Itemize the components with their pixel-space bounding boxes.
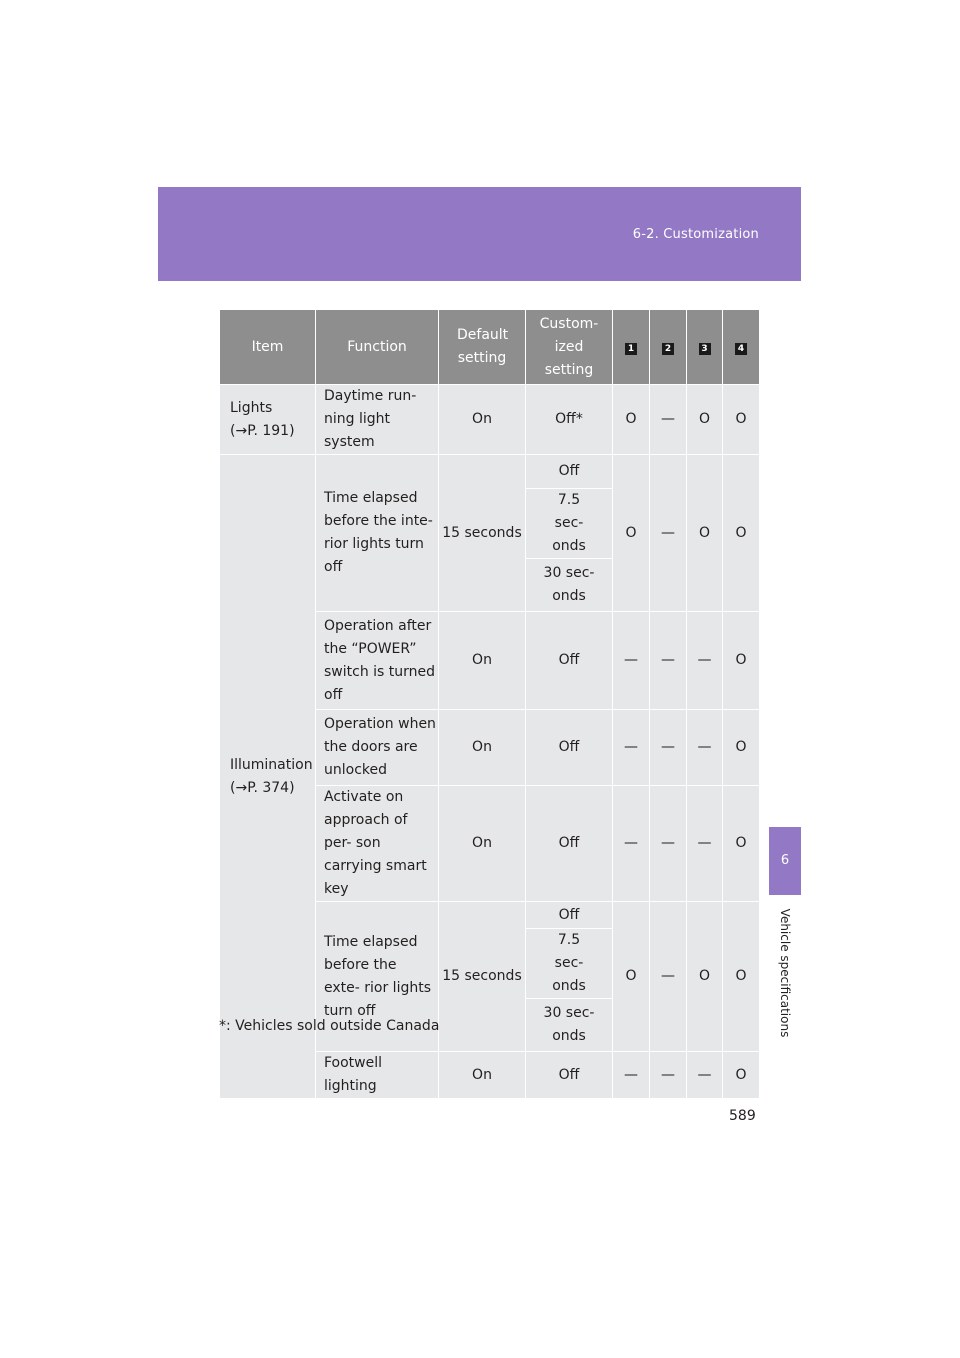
default-cell: 15 seconds [439,455,526,612]
custom-cell: Off* [526,385,613,455]
header-function: Function [316,310,439,385]
model-2-cell: — [650,1052,687,1099]
model-3-cell: — [687,786,723,902]
model-2-cell: — [650,612,687,710]
function-cell: Operation after the “POWER” switch is turned off [316,612,439,710]
default-cell: On [439,1052,526,1099]
model-4-cell: O [723,1052,760,1099]
header-item: Item [220,310,316,385]
model-1-cell: O [613,902,650,1052]
item-illumination: Illumination (→P. 374) [220,455,316,1099]
function-cell: Activate on approach of per- son carrying smart key [316,786,439,902]
function-cell: Time elapsed before the exte- rior lights turn off [316,902,439,1052]
model-3-badge: 3 [699,343,711,355]
model-1-cell: O [613,385,650,455]
model-2-cell: — [650,902,687,1052]
default-cell: On [439,612,526,710]
model-3-cell: O [687,455,723,612]
model-2-cell: — [650,455,687,612]
custom-cell: Off [526,710,613,786]
model-1-cell: — [613,1052,650,1099]
header-model-1 [613,310,650,385]
custom-cell: 7.5 sec- onds [526,929,613,999]
footnote: *: Vehicles sold outside Canada [219,1018,440,1034]
model-2-badge: 2 [662,343,674,355]
default-cell: 15 seconds [439,902,526,1052]
header-custom: Custom- ized setting [526,310,613,385]
custom-cell: Off [526,455,613,489]
custom-cell: Off [526,612,613,710]
function-cell: Daytime run- ning light system [316,385,439,455]
custom-cell: 30 sec- onds [526,559,613,612]
header-default: Default setting [439,310,526,385]
model-2-cell: — [650,385,687,455]
default-cell: On [439,385,526,455]
model-1-badge: 1 [625,343,637,355]
header-model-4 [723,310,760,385]
chapter-number: 6 [780,853,790,868]
page-number: 589 [729,1108,756,1124]
model-1-cell: O [613,455,650,612]
model-4-cell: O [723,455,760,612]
model-1-cell: — [613,612,650,710]
model-3-cell: — [687,1052,723,1099]
model-2-cell: — [650,786,687,902]
table-row [220,455,760,489]
model-3-cell: — [687,612,723,710]
model-3-cell: O [687,902,723,1052]
model-4-badge: 4 [735,343,747,355]
model-2-cell: — [650,710,687,786]
chapter-tab[interactable] [769,827,801,895]
model-1-cell: — [613,786,650,902]
custom-cell: 30 sec- onds [526,999,613,1052]
model-4-cell: O [723,612,760,710]
section-title: 6-2. Customization [632,227,759,242]
function-cell: Operation when the doors are unlocked [316,710,439,786]
default-cell: On [439,710,526,786]
model-3-cell: O [687,385,723,455]
model-4-cell: O [723,902,760,1052]
custom-cell: Off [526,786,613,902]
table-header-row [220,310,760,385]
model-3-cell: — [687,710,723,786]
table-row [220,385,760,455]
header-band [158,187,801,281]
header-model-3 [687,310,723,385]
model-1-cell: — [613,710,650,786]
function-cell: Time elapsed before the inte- rior lights turn off [316,455,439,612]
chapter-label: Vehicle specifications [778,908,792,1038]
custom-cell: Off [526,1052,613,1099]
item-lights: Lights (→P. 191) [220,385,316,455]
default-cell: On [439,786,526,902]
model-4-cell: O [723,710,760,786]
model-4-cell: O [723,786,760,902]
customization-table [219,309,760,1099]
custom-cell: 7.5 sec- onds [526,489,613,559]
header-model-2 [650,310,687,385]
model-4-cell: O [723,385,760,455]
custom-cell: Off [526,902,613,929]
function-cell: Footwell lighting [316,1052,439,1099]
